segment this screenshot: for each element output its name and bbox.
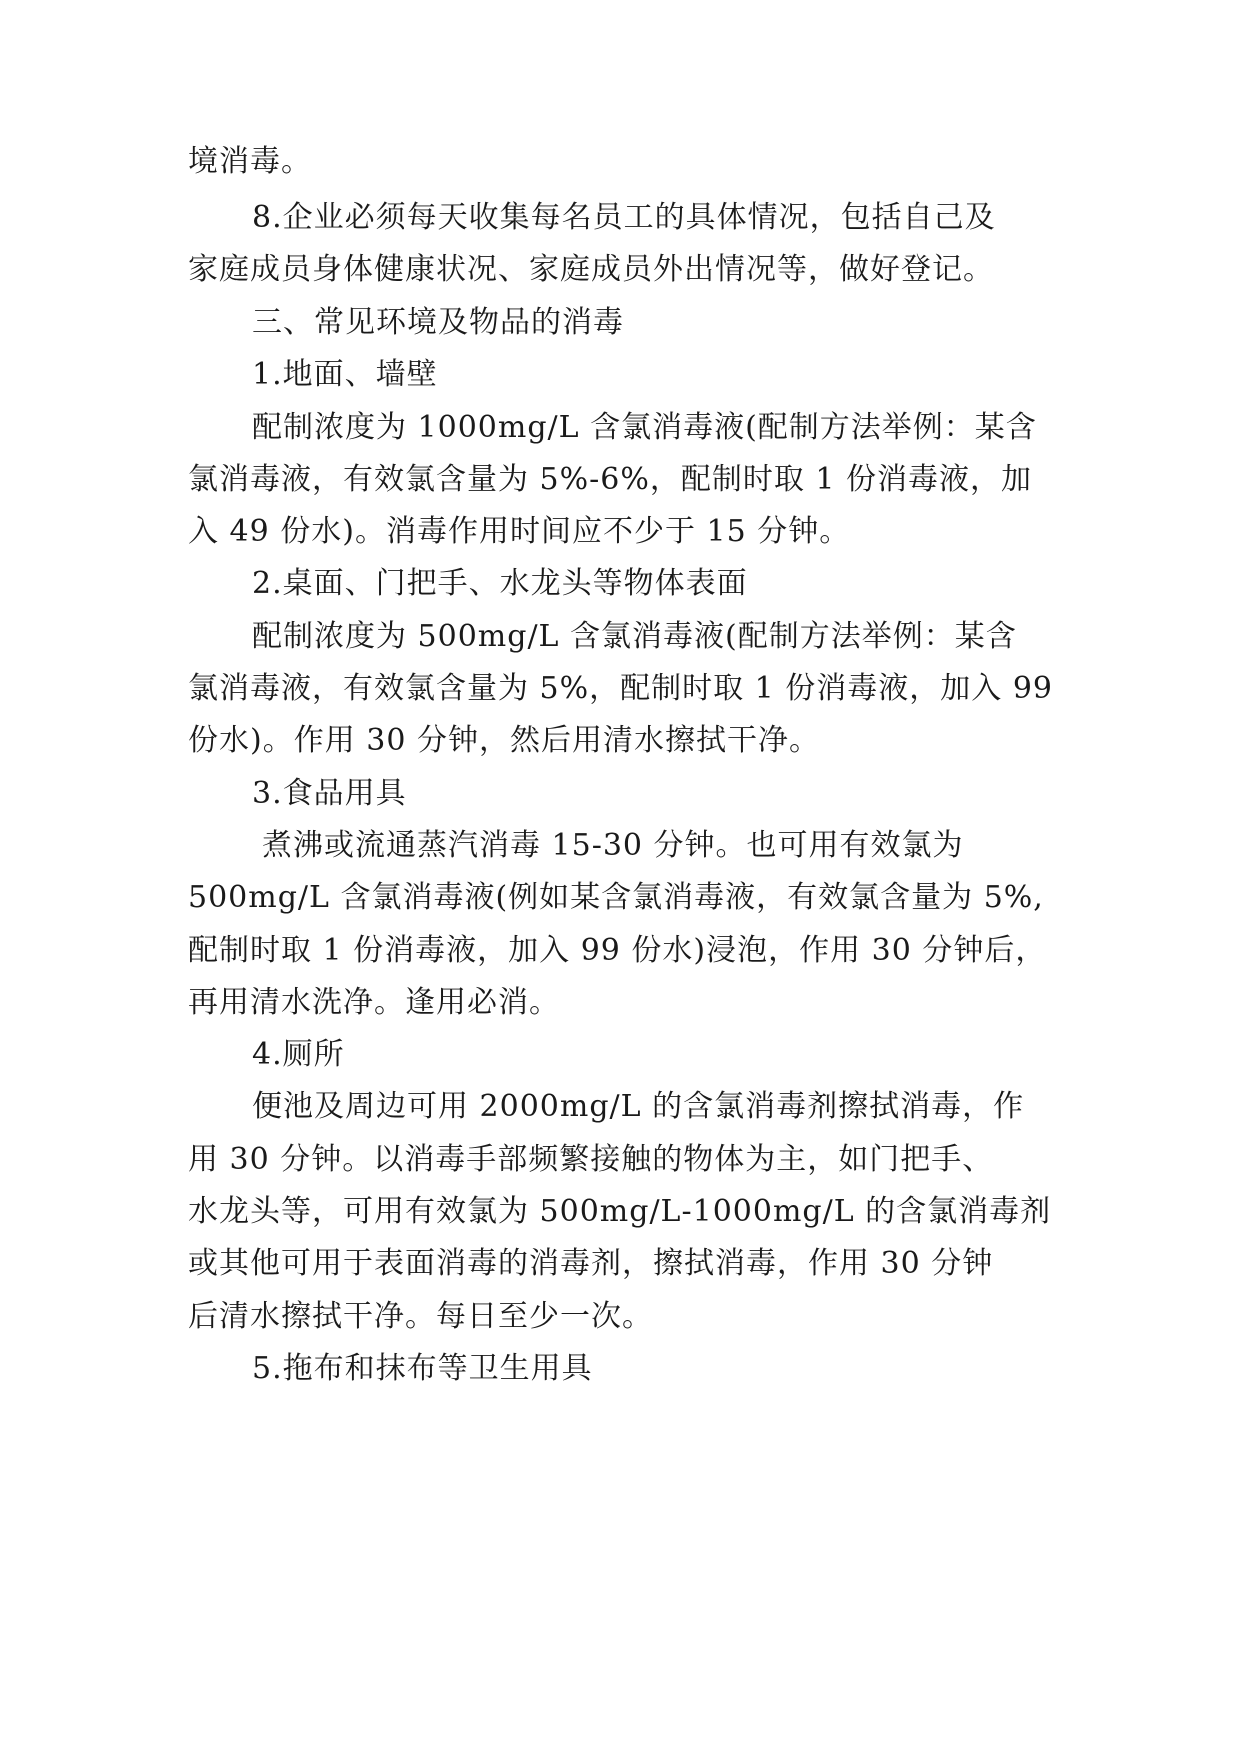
text-line: 500mg/L 含氯消毒液(例如某含氯消毒液，有效氯含量为 5%, xyxy=(188,880,1044,915)
text-line: 入 49 份水)。消毒作用时间应不少于 15 分钟。 xyxy=(188,514,851,549)
subheading-2: 2.桌面、门把手、水龙头等物体表面 xyxy=(252,566,748,601)
subheading-4: 4.厕所 xyxy=(252,1037,345,1072)
text-line: 水龙头等，可用有效氯为 500mg/L-1000mg/L 的含氯消毒剂 xyxy=(188,1194,1052,1229)
section-heading: 三、常见环境及物品的消毒 xyxy=(252,305,624,340)
text-line: 后清水擦拭干净。每日至少一次。 xyxy=(188,1299,653,1334)
text-line: 配制时取 1 份消毒液，加入 99 份水)浸泡，作用 30 分钟后， xyxy=(188,933,1047,968)
subheading-1: 1.地面、墙壁 xyxy=(252,357,438,392)
text-line: 或其他可用于表面消毒的消毒剂，擦拭消毒，作用 30 分钟 xyxy=(188,1246,994,1281)
text-line: 配制浓度为 1000mg/L 含氯消毒液(配制方法举例：某含 xyxy=(252,410,1037,445)
text-line: 境消毒。 xyxy=(188,144,312,179)
text-line: 用 30 分钟。以消毒手部频繁接触的物体为主，如门把手、 xyxy=(188,1142,994,1177)
text-line: 氯消毒液，有效氯含量为 5%-6%，配制时取 1 份消毒液，加 xyxy=(188,462,1033,497)
text-line: 煮沸或流通蒸汽消毒 15-30 分钟。也可用有效氯为 xyxy=(262,828,964,863)
text-line: 便池及周边可用 2000mg/L 的含氯消毒剂擦拭消毒，作 xyxy=(252,1089,1025,1124)
subheading-3: 3.食品用具 xyxy=(252,776,407,811)
text-line: 家庭成员身体健康状况、家庭成员外出情况等，做好登记。 xyxy=(188,252,994,287)
text-line: 再用清水洗净。逢用必消。 xyxy=(188,985,560,1020)
text-line: 份水)。作用 30 分钟，然后用清水擦拭干净。 xyxy=(188,723,820,758)
text-line: 配制浓度为 500mg/L 含氯消毒液(配制方法举例：某含 xyxy=(252,619,1017,654)
subheading-5: 5.拖布和抹布等卫生用具 xyxy=(252,1351,593,1386)
text-line: 氯消毒液，有效氯含量为 5%，配制时取 1 份消毒液，加入 99 xyxy=(188,671,1053,706)
paragraph-item-8: 8.企业必须每天收集每名员工的具体情况，包括自己及 xyxy=(252,200,996,235)
